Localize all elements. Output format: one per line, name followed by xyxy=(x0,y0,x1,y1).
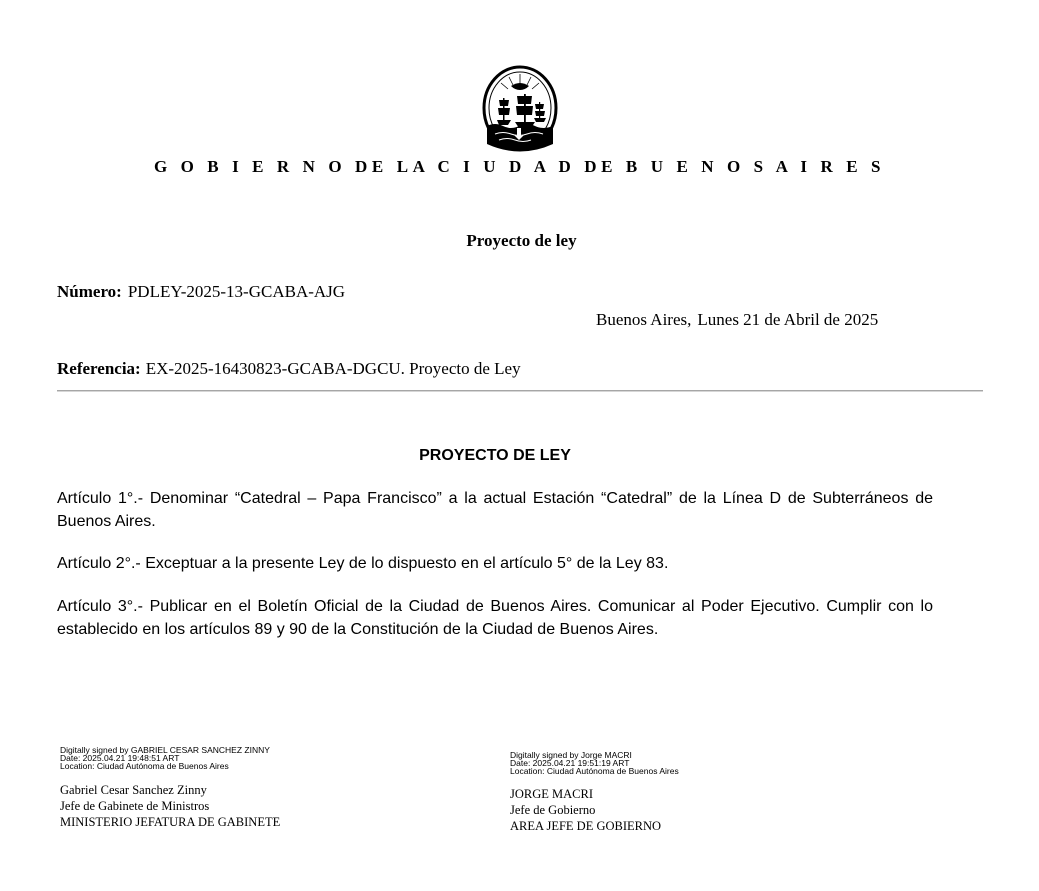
document-type: Proyecto de ley xyxy=(466,231,577,250)
numero-label: Número: xyxy=(57,282,122,301)
signed-by: Digitally signed by Jorge MACRI xyxy=(510,750,632,760)
signature-left-stamp xyxy=(60,746,270,770)
signature-right xyxy=(510,786,661,834)
signer-org: AREA JEFE DE GOBIERNO xyxy=(510,819,662,833)
signer-org: MINISTERIO JEFATURA DE GABINETE xyxy=(60,815,281,829)
signed-date: Date: 2025.04.21 19:51:19 ART xyxy=(510,758,630,768)
signer-name: Gabriel Cesar Sanchez Zinny xyxy=(60,783,207,797)
government-title: G O B I E R N O DE LA C I U D A D DE B U E N O S A I R E S xyxy=(153,157,886,176)
document-date xyxy=(596,310,878,330)
referencia-label: Referencia: xyxy=(57,359,141,378)
signer-role: Jefe de Gobierno xyxy=(510,803,596,817)
signature-left xyxy=(60,782,280,830)
signed-date: Date: 2025.04.21 19:48:51 ART xyxy=(60,753,180,763)
signer-role: Jefe de Gabinete de Ministros xyxy=(60,799,210,813)
numero-value: PDLEY-2025-13-GCABA-AJG xyxy=(127,282,346,301)
article-1: Artículo 1°.- Denominar “Catedral – Papa Francisco” a la actual Estación “Catedral” de la Línea D de Subterráneos de Buenos Aires. xyxy=(57,490,933,530)
signer-name: JORGE MACRI xyxy=(510,787,593,801)
signature-right-stamp xyxy=(510,751,679,775)
article-2: Artículo 2°.- Exceptuar a la presente Ley de lo dispuesto en el artículo 5° de la Ley 83. xyxy=(57,555,669,572)
city-seal-icon xyxy=(481,64,559,152)
header-divider xyxy=(57,390,983,392)
date: Lunes 21 de Abril de 2025 xyxy=(697,310,879,329)
signed-location: Location: Ciudad Autónoma de Buenos Aires xyxy=(510,766,679,776)
place: Buenos Aires, xyxy=(596,310,692,329)
body-title: PROYECTO DE LEY xyxy=(419,447,571,464)
article-3: Artículo 3°.- Publicar en el Boletín Oficial de la Ciudad de Buenos Aires. Comunicar al Poder Ejecutivo. Cumplir con lo establecido en los artículos 89 y 90 de la Constitución de la Ciudad de Buenos Aires. xyxy=(57,598,933,638)
signed-location: Location: Ciudad Autónoma de Buenos Aires xyxy=(60,761,229,771)
document-number xyxy=(57,282,345,302)
signed-by: Digitally signed by GABRIEL CESAR SANCHEZ ZINNY xyxy=(60,745,270,755)
referencia-value: EX-2025-16430823-GCABA-DGCU. Proyecto de Ley xyxy=(145,359,521,378)
document-reference xyxy=(57,359,521,379)
